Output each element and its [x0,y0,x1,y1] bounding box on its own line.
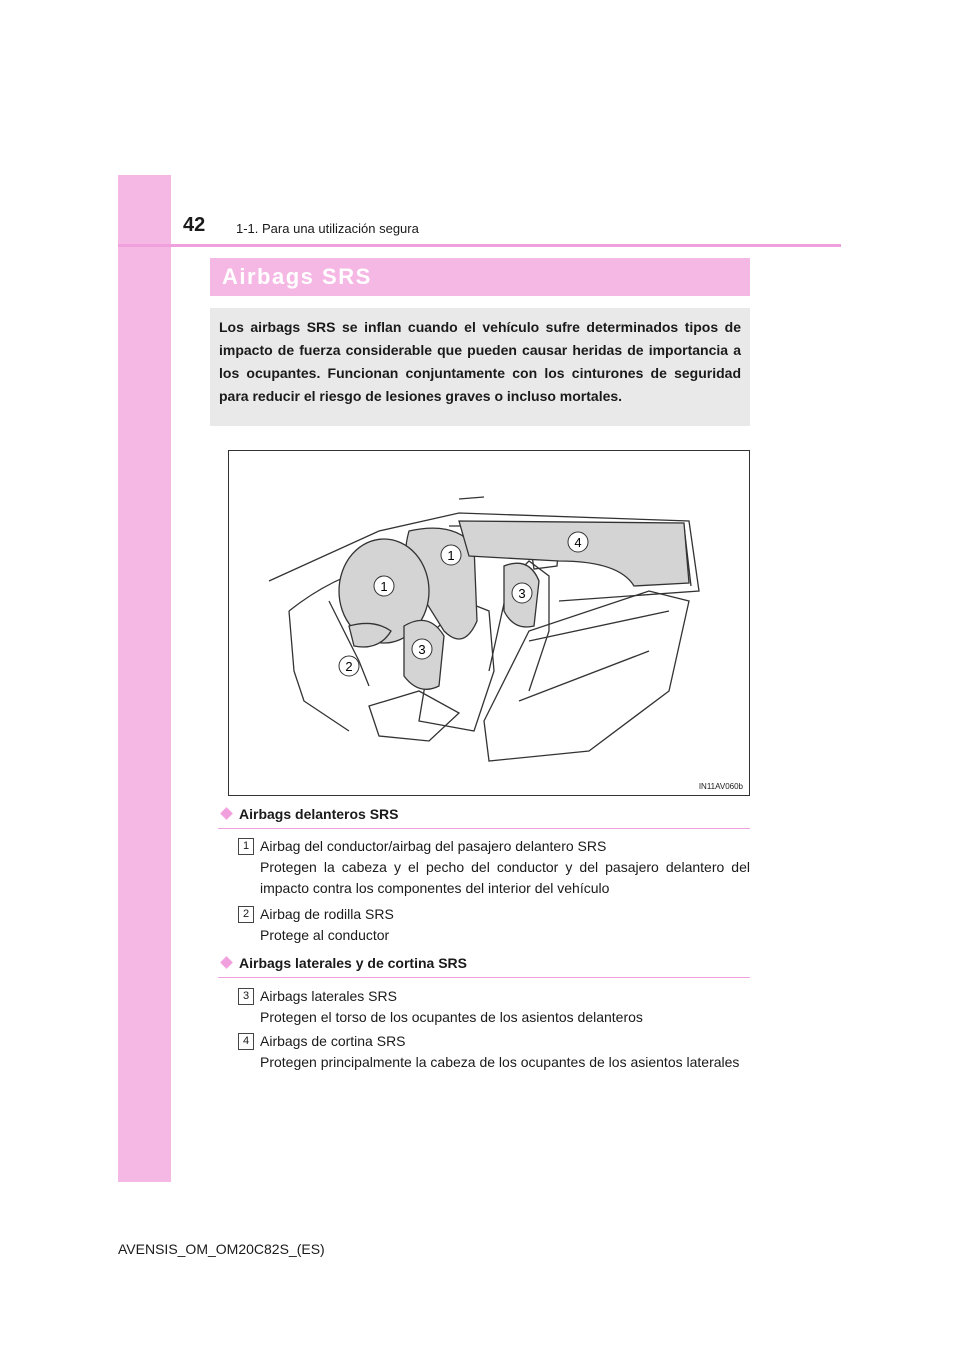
diamond-icon [220,956,233,969]
figure-code: IN11AV060b [698,782,743,791]
item-description: Protegen principalmente la cabeza de los ocupantes de los asientos laterales [260,1054,740,1070]
car-interior-drawing [229,451,749,795]
section-title: 1-1. Para una utilización segura [236,221,419,236]
callout-1b-label: 1 [380,579,388,594]
item-title: Airbags de cortina SRS [260,1033,406,1049]
item-description: Protege al conductor [260,927,390,943]
title-bar [210,258,750,296]
airbag-illustration [228,450,750,796]
callout-4-label: 4 [574,535,582,550]
callout-2-label: 2 [345,659,353,674]
item-description: Protegen el torso de los ocupantes de los asientos delanteros [260,1009,643,1025]
side-tab [118,175,171,1182]
curtain-airbag [459,521,689,586]
document-code: AVENSIS_OM_OM20C82S_(ES) [118,1241,325,1257]
page-number: 42 [183,214,206,236]
item-title: Airbags laterales SRS [260,988,397,1004]
subheading-side-curtain-airbags: Airbags laterales y de cortina SRS [218,955,750,978]
callout-3b-label: 3 [518,586,526,601]
item-title: Airbag del conductor/airbag del pasajero delantero SRS [260,838,607,854]
intro-box: Los airbags SRS se inflan cuando el vehículo sufre determinados tipos de impacto de fuerza considerable que pueden causar heridas de importancia a los ocupantes. Funcionan conjuntamente con los cinturones de seguridad para reducir el riesgo de lesiones graves o incluso mortales. [210,308,750,426]
diamond-icon [220,807,233,820]
item-number: 3 [238,988,254,1005]
item-title: Airbag de rodilla SRS [260,906,394,922]
list-item [238,836,750,899]
item-description: Protegen la cabeza y el pecho del conductor y del pasajero delantero del impacto contra los componentes del interior del vehículo [260,859,750,896]
list-item [238,986,750,1028]
header-rule [118,244,841,247]
list-item [238,1031,750,1073]
item-number: 4 [238,1033,254,1050]
list-item [238,904,750,946]
item-number: 1 [238,838,254,855]
item-number: 2 [238,906,254,923]
callout-3a-label: 3 [418,642,426,657]
page-title: Airbags SRS [222,264,372,289]
callout-1a-label: 1 [447,548,455,563]
subheading-front-airbags: Airbags delanteros SRS [218,806,750,829]
